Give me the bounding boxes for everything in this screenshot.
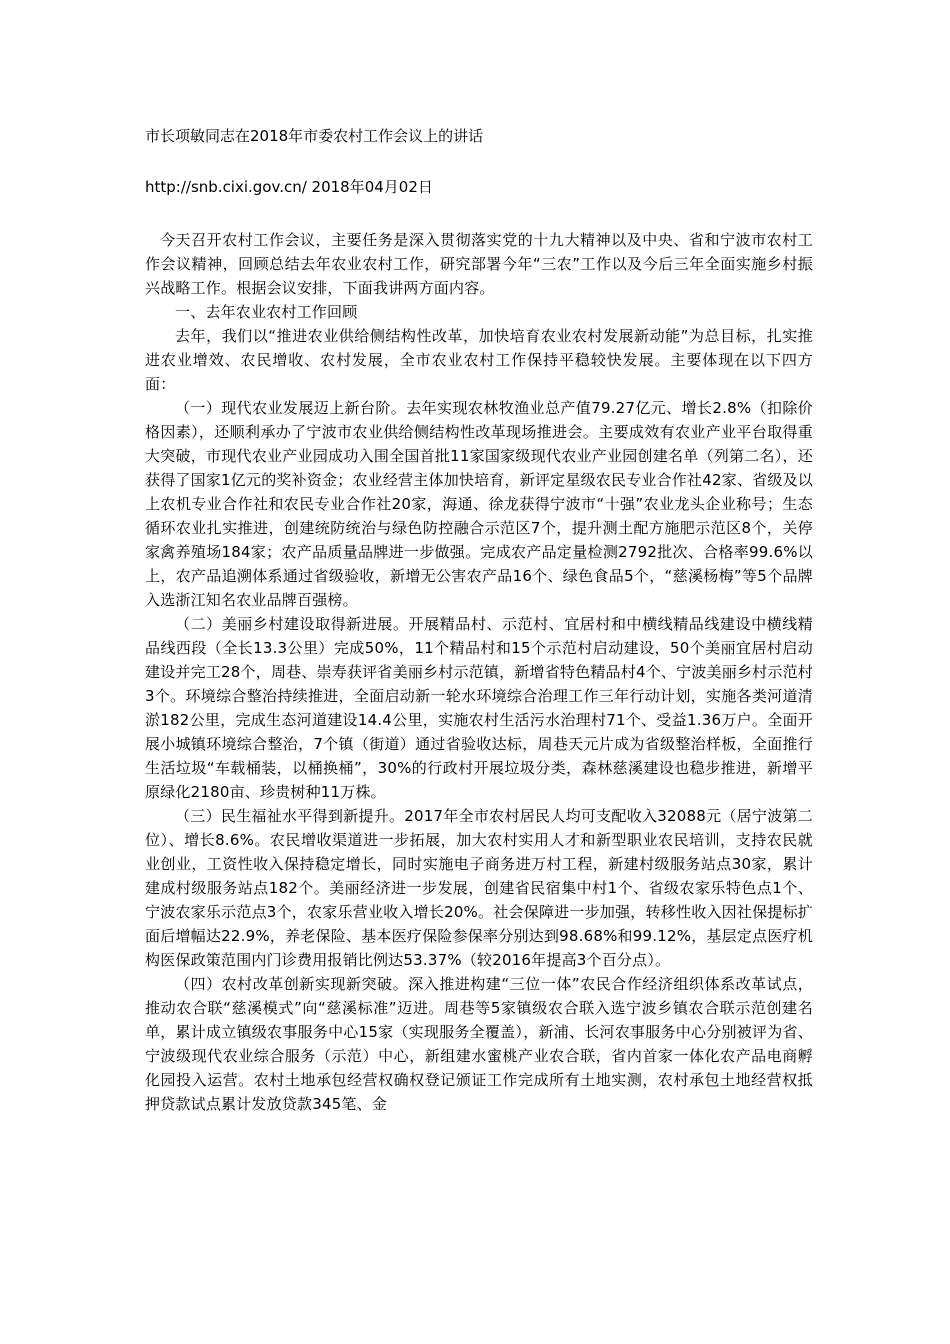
paragraph-overview: 去年，我们以“推进农业供给侧结构性改革，加快培育农业农村发展新动能”为总目标，扎实推进农业增效、农民增收、农村发展，全市农业农村工作保持平稳较快发展。主要体现在以下四方面： <box>145 327 813 393</box>
section-heading: 一、去年农业农村工作回顾 <box>175 303 358 321</box>
paragraph-beautiful-village: （二）美丽乡村建设取得新进展。开展精品村、示范村、宜居村和中横线精品线建设中横线精品线西段（全长13.3公里）完成50%，11个精品村和15个示范村启动建设，50个美丽宜居村启动建设并完工28个，周巷、崇寿获评省美丽乡村示范镇，新增省特色精品村4个、宁波美丽乡村示范村3个。环境综合整治持续推进，全面启动新一轮水环境综合治理工作三年行动计划，实施各类河道清淤182公里，完成生态河道建设14.4公里，实施农村生活污水治理村71个、受益1.36万户。全面开展小城镇环境综合整治，7个镇（街道）通过省验收达标，周巷天元片成为省级整治样板，全面推行生活垃圾“车载桶装，以桶换桶”，30%的行政村开展垃圾分类，森林慈溪建设也稳步推进，新增平原绿化2180亩、珍贵树种11万株。 <box>145 615 813 801</box>
paragraph-rural-reform: （四）农村改革创新实现新突破。深入推进构建“三位一体”农民合作经济组织体系改革试点，推动农合联“慈溪模式”向“慈溪标准”迈进。周巷等5家镇级农合联入选宁波乡镇农合联示范创建名单，累计成立镇级农事服务中心15家（实现服务全覆盖），新浦、长河农事服务中心分别被评为省、宁波级现代农业综合服务（示范）中心，新组建水蜜桃产业农合联，省内首家一体化农产品电商孵化园投入运营。农村土地承包经营权确权登记颁证工作完成所有土地实测，农村承包土地经营权抵押贷款试点累计发放贷款345笔、金 <box>145 975 813 1113</box>
document-body <box>145 228 813 1116</box>
source-line: http://snb.cixi.gov.cn/ 2018年04月02日 <box>145 178 433 196</box>
paragraph-livelihood: （三）民生福祉水平得到新提升。2017年全市农村居民人均可支配收入32088元（居宁波第二位）、增长8.6%。农民增收渠道进一步拓展，加大农村实用人才和新型职业农民培训，支持农民就业创业，工资性收入保持稳定增长，同时实施电子商务进万村工程，新建村级服务站点30家，累计建成村级服务站点182个。美丽经济进一步发展，创建省民宿集中村1个、省级农家乐特色点1个、宁波农家乐示范点3个，农家乐营业收入增长20%。社会保障进一步加强，转移性收入因社保提标扩面后增幅达22.9%，养老保险、基本医疗保险参保率分别达到98.68%和99.12%，基层定点医疗机构医保政策范围内门诊费用报销比例达53.37%（较2016年提高3个百分点）。 <box>145 807 813 969</box>
paragraph-intro: 今天召开农村工作会议，主要任务是深入贯彻落实党的十九大精神以及中央、省和宁波市农村工作会议精神，回顾总结去年农业农村工作，研究部署今年“三农”工作以及今后三年全面实施乡村振兴战略工作。根据会议安排，下面我讲两方面内容。 <box>145 231 813 297</box>
document-title: 市长项敏同志在2018年市委农村工作会议上的讲话 <box>145 127 484 145</box>
paragraph-modern-agriculture: （一）现代农业发展迈上新台阶。去年实现农林牧渔业总产值79.27亿元、增长2.8%（扣除价格因素），还顺利承办了宁波市农业供给侧结构性改革现场推进会。主要成效有农业产业平台取得重大突破，市现代农业产业园成功入围全国首批11家国家级现代农业产业园创建名单（列第二名），还获得了国家1亿元的奖补资金；农业经营主体加快培育，新评定星级农民专业合作社42家、省级及以上农机专业合作社和农民专业合作社20家，海通、徐龙获得宁波市“十强”农业龙头企业称号；生态循环农业扎实推进，创建统防统治与绿色防控融合示范区7个，提升测土配方施肥示范区8个，关停家禽养殖场184家；农产品质量品牌进一步做强。完成农产品定量检测2792批次、合格率99.6%以上，农产品追溯体系通过省级验收，新增无公害农产品16个、绿色食品5个，“慈溪杨梅”等5个品牌入选浙江知名农业品牌百强榜。 <box>145 399 813 609</box>
